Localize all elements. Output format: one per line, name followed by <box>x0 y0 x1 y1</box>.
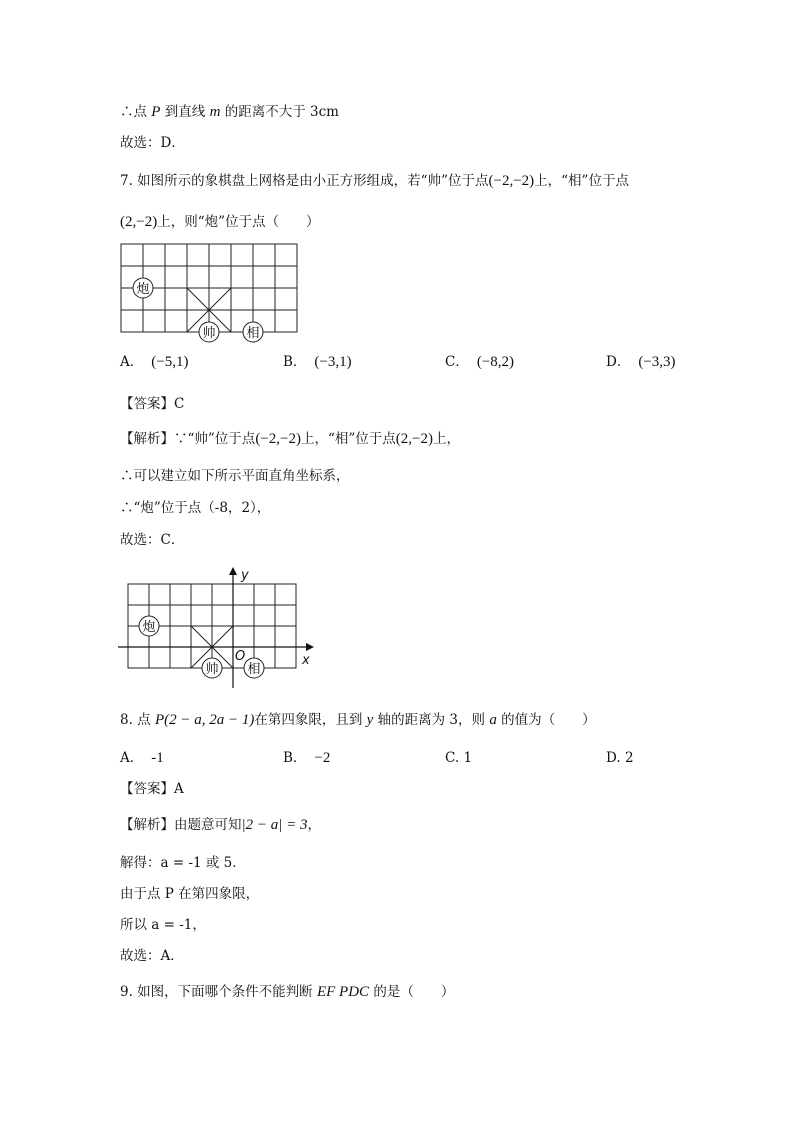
q9-stem: 9. 如图，下面哪个条件不能判断 EF PDC 的是（ ） <box>120 984 455 1000</box>
q7-coordinate-figure <box>118 562 324 690</box>
y-axis-label: y <box>241 568 249 583</box>
prev-conclusion: ∴点 P 到直线 m 的距离不大于 3cm <box>120 104 339 120</box>
q7-option-a: A． (−5,1) <box>120 354 189 370</box>
svg-text:炮: 炮 <box>136 282 150 297</box>
piece-shuai <box>202 658 222 678</box>
q7-option-c: C． (−8,2) <box>445 354 515 370</box>
q7-analysis: 【解析】∵“帅”位于点(−2,−2)上，“相”位于点(2,−2)上， <box>120 431 460 447</box>
q7-stem-line1: 7. 如图所示的象棋盘上网格是由小正方形组成，若“帅”位于点(−2,−2)上，“相”位于点 <box>120 173 629 189</box>
svg-text:帅: 帅 <box>205 662 219 677</box>
piece-shuai <box>199 322 219 342</box>
x-axis <box>118 643 314 651</box>
q7-option-b: B． (−3,1) <box>283 354 352 370</box>
svg-text:炮: 炮 <box>142 620 156 635</box>
y-axis <box>229 567 237 688</box>
q7-analysis-line2: ∴可以建立如下所示平面直角坐标系， <box>120 468 350 484</box>
svg-text:相: 相 <box>246 326 260 341</box>
q8-stem: 8. 点 P(2 − a, 2a − 1)在第四象限，且到 y 轴的距离为 3，则 a 的值为（ ） <box>120 712 596 728</box>
piece-xiang <box>244 658 264 678</box>
q7-analysis-line4: 故选：C． <box>120 532 185 548</box>
q8-analysis: 【解析】由题意可知|2 − a| = 3， <box>120 817 321 833</box>
q7-option-d: D． (−3,3) <box>606 354 676 370</box>
q8-option-b: B． −2 <box>283 750 331 766</box>
piece-pao <box>139 616 159 636</box>
prev-choice: 故选：D． <box>120 135 185 151</box>
q8-solution-line1: 解得：a = -1 或 5． <box>120 855 246 871</box>
q7-chessboard-figure <box>118 240 302 344</box>
x-axis-label: x <box>302 653 310 668</box>
q8-solution-line2: 由于点 P 在第四象限， <box>120 886 260 902</box>
origin-label: O <box>235 649 246 664</box>
q8-solution-line4: 故选：A． <box>120 948 184 964</box>
q8-option-a: A． -1 <box>120 750 164 766</box>
svg-text:帅: 帅 <box>202 326 216 341</box>
q8-option-d: D. 2 <box>606 750 634 766</box>
q7-analysis-line3: ∴“炮”位于点（-8，2）， <box>120 500 271 516</box>
q8-answer: 【答案】A <box>120 781 184 797</box>
piece-xiang <box>243 322 263 342</box>
svg-text:相: 相 <box>247 662 261 677</box>
piece-pao <box>133 278 153 298</box>
q7-stem-line2: (2,−2)上，则“炮”位于点（ ） <box>120 214 320 230</box>
q7-answer: 【答案】C <box>120 396 185 412</box>
q8-solution-line3: 所以 a = -1， <box>120 917 206 933</box>
q8-option-c: C. 1 <box>445 750 473 766</box>
